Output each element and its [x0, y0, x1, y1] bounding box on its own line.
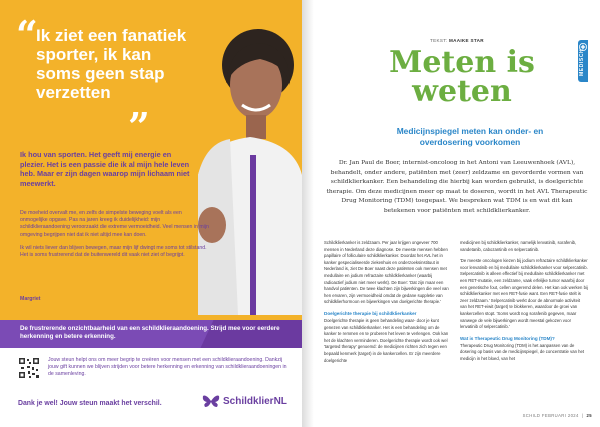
column-1-paragraph-2: Doelgerichte therapie is geen behandeling waar- door je kunt genezen van schildklierkanker. Het is een behandeling om de kanker te remmen en te proberen het leven te verlengen. Ook kan het de klachten verminderen. Doelgerichte therapie wordt ook wel 'targeted therapy' genoemd: de medicijnen richten zich tegen een bepaald kenmerk (target) in de kankercellen. Er zijn meerdere doelgerichte: [324, 317, 449, 363]
ad-story: [20, 210, 210, 265]
byline: [430, 38, 484, 43]
section-rubric-tab: [578, 40, 588, 82]
ad-signature: Margriet: [20, 296, 41, 302]
support-text: Jouw steun helpt ons om meer begrip te creëren voor mensen met een schildklieraandoening. Dankzij jouw gift kunnen we blijven strijden voor betere herkenning en erkenning van schildklieraandoeningen in de samenleving.: [48, 357, 287, 377]
ad-story-paragraph-2: Ik wil niets liever dan blijven bewegen, maar mijn lijf dwingt me soms tot stilstand. Het is soms frustrerend dat de buitenwereld dit vaak niet ziet of begrijpt.: [20, 244, 207, 259]
column-1-paragraph-1: Schildklierkanker is zeldzaam. Per jaar krijgen ongeveer 700 mensen in Nederland deze diagnose. De meeste mensen hebben papillaire of folliculaire schildklierkanker. Doordat het AVL het in kanker gespecialiseerde ziekenhuis en onderzoeksinstituut in Nederland is, ziet De Boer naast deze patiënten ook mensen met medullaire en jodium refractaire schildklierkanker (waarbij radioactief jodium niet meer werkt). De Boer: 'Dat zijn maar een handvol patiënten. De twee klachten zijn bijwerkingen die veel van hen ervaren, zijn vermoeidheid omdat de gedane suppletie van schildklierhormoon en bijwerkingen van doelgerichte therapie.': [324, 240, 449, 305]
logo-name: SchildklierNL: [223, 395, 287, 407]
portrait-photo: [190, 25, 302, 315]
headline-line-1: Meten is: [389, 45, 535, 80]
column-2-paragraph-3: Therapeutic Drug Monitoring (TDM) is het aanpassen van de dosering op basis van de medicijnspiegel, de concentratie van het medicijn in het bloed, van het: [460, 342, 585, 361]
ad-quote: Ik ziet een fanatiek sporter, ik kan soms geen stap verzetten: [36, 26, 187, 102]
article-column-1: [324, 240, 452, 369]
page-gutter: [302, 0, 314, 427]
article-headline: [362, 45, 562, 109]
quote-close-mark: ”: [128, 104, 150, 149]
ad-story-paragraph-1: De moeheid overvalt me, en zelfs de simpelste beweging voelt als een onmogelijke opgave. Pas na jaren kreeg ik duidelijkheid: mijn schildklieraandoening veroorzaakt die extreme vermoeidheid. Veel mensen in mijn omgeving begrijpen niet dat ik niet altijd mee kan doen.: [20, 210, 209, 238]
article-deck: Medicijnspiegel meten kan onder- en overdosering voorkomen: [396, 126, 544, 147]
butterfly-logo-icon: [202, 394, 220, 408]
headline-line-2: weten: [412, 74, 512, 109]
byline-label: TEKST:: [430, 38, 448, 43]
column-2-subheading: Wat is Therapeutic Drug Monitoring (TDM)?: [460, 335, 555, 341]
page-footer: SCHILD FEBRUARI 2024 | 25: [522, 413, 592, 418]
purple-banner: [0, 320, 302, 348]
byline-author: MAAIKE STAR: [448, 38, 484, 43]
ad-footer: [0, 348, 302, 427]
right-page-article: [302, 0, 600, 427]
page-number: 25: [586, 413, 592, 418]
column-2-paragraph-2: 'De meeste oncologen kiezen bij jodium refractaire schildklierkanker voor lenvatinib en bij medullaire schildklierkanker voor selpercatinib. Selpercatinib is alleen effectief bij medullaire schildklierkanker met een RET-mutatie, een zeldzame, vaak erfelijke tumor waarbij door een genetische fout, cellen ongeremd delen. Het kan ook werken bij schildklierkanker met een RET-fusie want. Een RET-fusie stelt is zeer zeldzaam.' Selpercatinib werkt door de abnormale activiteit van het RET-eiwit (target) te blokkeren, waardoor de groei van kankercellen stopt. 'Soms wordt nog sorafenib gegeven, maar vanwege de vele bijwerkingen wordt meestal gekozen voor lenvatinib of selpercatinib.': [460, 258, 588, 330]
article-column-2: [460, 240, 588, 368]
quote-open-mark: “: [16, 12, 38, 57]
thanks-text: Dank je wel! Jouw steun maakt het verschil.: [18, 400, 162, 407]
qr-code-icon[interactable]: [18, 357, 40, 379]
section-rubric-label: MEDISCH: [579, 48, 585, 76]
column-1-subheading: Doelgerichte therapie bij schildklierkanker: [324, 310, 417, 316]
banner-text: De frustrerende onzichtbaarheid van een schildklieraandoening. Strijd mee voor eerdere herkenning en betere erkenning.: [20, 325, 280, 341]
schildkliernl-logo: [202, 394, 287, 408]
article-intro: Dr. Jan Paul de Boer, internist-oncoloog in het Antoni van Leeuwenhoek (AVL), behandelt, onder andere, patiënten met (zeer) zeldzame en gevorderde vormen van schildklierkanker. Een behandeling die hierbij kan worden gebruikt, is doelgerichte therapie. Om deze medicijnen meer op maat te doseren, wordt in het AVL Therapeutic Drug Monitoring (TDM) toegepast. We bespreken wat TDM is en wat dit kan betekenen voor patiënten met schildklierkanker.: [326, 159, 588, 214]
footer-text: SCHILD FEBRUARI 2024: [522, 413, 579, 418]
ad-quote-subtext: Ik hou van sporten. Het geeft mij energie en plezier. Het is een passie die ik al mijn hele leven heb. Maar er zijn dagen waarop mijn lichaam niet meewerkt.: [20, 150, 190, 188]
column-2-paragraph-1: medicijnen bij schildklierkanker, namelijk lenvatinib, sorafenib, vandetanib, cabozantinib en selpercatinib.: [460, 240, 577, 252]
